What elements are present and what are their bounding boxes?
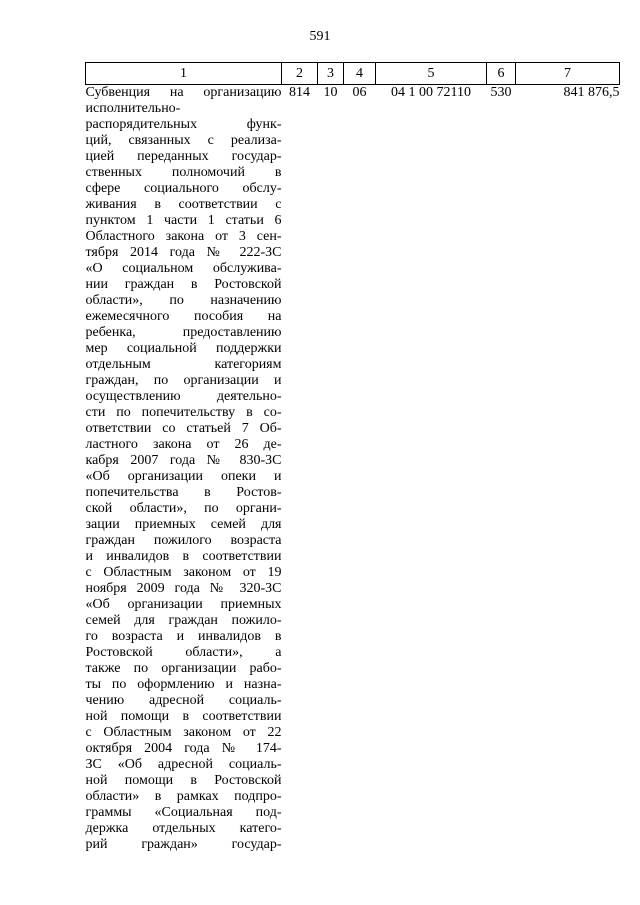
row-col-4: 06 <box>352 85 367 100</box>
row-col-6: 530 <box>490 85 512 100</box>
description-line: ной помощи в Ростовской <box>85 773 282 788</box>
description-line: ной помощи в соответствии <box>85 709 282 724</box>
description-line: ежемесячного пособия на <box>85 309 282 324</box>
header-col-2: 2 <box>282 63 318 85</box>
row-col-5: 04 1 00 72110 <box>391 85 471 100</box>
table-row <box>86 85 620 854</box>
description-line: семей для граждан пожило- <box>85 613 282 628</box>
description-line: «О социальном обслужива- <box>85 261 282 276</box>
description-line: граждан пожилого возраста <box>85 533 282 548</box>
description-line: с Областным законом от 22 <box>85 725 282 740</box>
description-line: граммы «Социальная под- <box>85 805 282 820</box>
page-number: 591 <box>309 29 331 44</box>
description-line: сти по попечительству в со- <box>85 405 282 420</box>
description-line: и инвалидов в соответствии <box>85 549 282 564</box>
description-line: ской области», по органи- <box>85 501 282 516</box>
header-col-5: 5 <box>376 63 487 85</box>
description-line: кабря 2007 года № 830-ЗС <box>85 453 282 468</box>
description-line: мер социальной поддержки <box>85 341 282 356</box>
description-line: пунктом 1 части 1 статьи 6 <box>85 213 282 228</box>
header-col-7: 7 <box>516 63 620 85</box>
description-line: держка отдельных катего- <box>85 821 282 836</box>
description-line: осуществлению деятельно- <box>85 389 282 404</box>
description-line: чению адресной социаль- <box>85 693 282 708</box>
description-line: ственных полномочий в <box>85 165 282 180</box>
description-line: граждан, по организации и <box>85 373 282 388</box>
description-line: ций, связанных с реализа- <box>85 133 282 148</box>
description-line: «Об организации опеки и <box>85 469 282 484</box>
description-line: области», по назначению <box>85 293 282 308</box>
header-col-6: 6 <box>487 63 516 85</box>
description-line: рий граждан» государ- <box>85 837 282 852</box>
description-line: Субвенция на организацию <box>85 85 282 100</box>
description-line: нии граждан в Ростовской <box>85 277 282 292</box>
row-col-7: 841 876,5 <box>563 85 620 100</box>
description-line: ластного закона от 26 де- <box>85 437 282 452</box>
description-line: распорядительных функ- <box>85 117 282 132</box>
header-col-1: 1 <box>86 63 282 85</box>
description-line: ты по оформлению и назна- <box>85 677 282 692</box>
header-row <box>86 63 620 85</box>
description-line: Ростовской области», а <box>85 645 282 660</box>
description-line: октября 2004 года № 174- <box>85 741 282 756</box>
header-col-3: 3 <box>318 63 344 85</box>
description-line: ребенка, предоставлению <box>85 325 282 340</box>
description-line: живания в соответствии с <box>85 197 282 212</box>
budget-table <box>85 62 620 853</box>
description-line: ответствии со статьей 7 Об- <box>85 421 282 436</box>
description-line: сфере социального обслу- <box>85 181 282 196</box>
row-description <box>86 85 282 854</box>
description-line: области» в рамках подпро- <box>85 789 282 804</box>
description-line: попечительства в Ростов- <box>85 485 282 500</box>
description-line: зации приемных семей для <box>85 517 282 532</box>
description-line: ЗС «Об адресной социаль- <box>85 757 282 772</box>
description-line: с Областным законом от 19 <box>85 565 282 580</box>
row-col-3: 10 <box>323 85 338 100</box>
description-line: Областного закона от 3 сен- <box>85 229 282 244</box>
description-line: тября 2014 года № 222-ЗС <box>85 245 282 260</box>
description-line: ноября 2009 года № 320-ЗС <box>85 581 282 596</box>
description-line: также по организации рабо- <box>85 661 282 676</box>
description-line: цией переданных государ- <box>85 149 282 164</box>
description-line: «Об организации приемных <box>85 597 282 612</box>
description-line: го возраста и инвалидов в <box>85 629 282 644</box>
description-line: исполнительно- <box>85 101 181 116</box>
description-line: отдельным категориям <box>85 357 282 372</box>
row-col-2: 814 <box>289 85 310 100</box>
header-col-4: 4 <box>344 63 376 85</box>
